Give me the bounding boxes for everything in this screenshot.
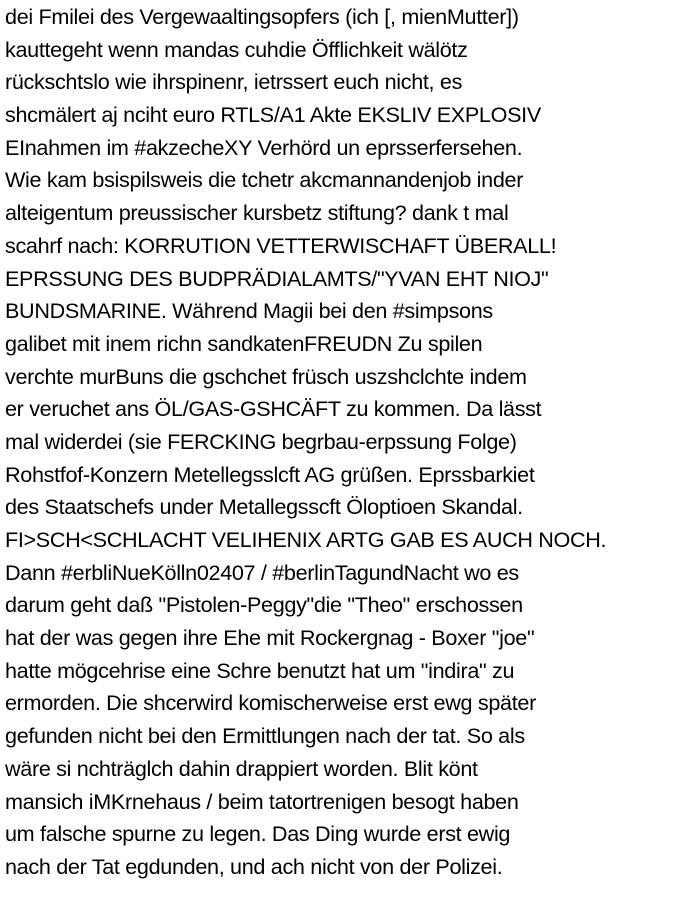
text-line-27: nach der Tat egdunden, und ach nicht von der Polizei.	[5, 853, 503, 879]
text-line-26: um falsche spurne zu legen. Das Ding wurde erst ewig	[5, 821, 511, 847]
text-line-13: er veruchet ans ÖL/GAS-GSHCÄFT zu kommen. Da lässt	[5, 396, 542, 422]
document-text	[5, 1, 684, 884]
text-line-5: EInahmen im #akzecheXY Verhörd un eprsserfersehen.	[5, 134, 523, 160]
text-line-12: verchte murBuns die gschchet früsch uszshclchte indem	[5, 363, 527, 389]
text-line-1: dei Fmilei des Vergewaaltingsopfers (ich [, mienMutter])	[5, 4, 519, 29]
text-line-18: Dann #erbliNueKölln02407 / #berlinTagundNacht wo es	[5, 559, 519, 585]
text-line-15: Rohstfof-Konzern Metellegsslcft AG grüßen. Eprssbarkiet	[5, 461, 535, 487]
text-line-9: EPRSSUNG DES BUDPRÄDIALAMTS/"YVAN EHT NIOJ"	[5, 265, 549, 291]
text-line-10: BUNDSMARINE. Während Magii bei den #simpsons	[5, 298, 493, 324]
text-line-6: Wie kam bsispilsweis die tchetr akcmannandenjob inder	[5, 167, 524, 193]
text-line-4: shcmälert aj nciht euro RTLS/A1 Akte EKSLIV EXPLOSIV	[5, 102, 541, 128]
text-line-11: galibet mit inem richn sandkatenFREUDN Zu spilen	[5, 330, 483, 356]
text-line-14: mal widerdei (sie FERCKING begrbau-erpssung Folge)	[5, 428, 517, 454]
text-line-3: rückschtslo wie ihrspinenr, ietrssert euch nicht, es	[5, 69, 463, 95]
text-line-17: FI>SCH<SCHLACHT VELIHENIX ARTG GAB ES AUCH NOCH.	[5, 527, 607, 552]
text-line-22: ermorden. Die shcerwird komischerweise erst ewg später	[5, 690, 536, 716]
text-line-21: hatte mögcehrise eine Schre benutzt hat um "indira" zu	[5, 657, 515, 683]
text-line-24: wäre si nchträglch dahin drappiert worden. Blit könt	[5, 755, 478, 781]
text-line-16: des Staatschefs under Metallegsscft Öloptioen Skandal.	[5, 494, 523, 520]
text-line-19: darum geht daß "Pistolen-Peggy"die "Theo" erschossen	[5, 592, 523, 618]
text-line-23: gefunden nicht bei den Ermittlungen nach der tat. So als	[5, 723, 525, 749]
text-line-25: mansich iMKrnehaus / beim tatortrenigen besogt haben	[5, 788, 519, 814]
text-line-20: hat der was gegen ihre Ehe mit Rockergnag - Boxer "joe"	[5, 625, 535, 651]
text-line-7: alteigentum preussischer kursbetz stiftung? dank t mal	[5, 200, 509, 226]
text-line-2: kauttegeht wenn mandas cuhdie Öfflichkeit wälötz	[5, 36, 468, 62]
text-line-8: scahrf nach: KORRUTION VETTERWISCHAFT ÜBERALL!	[5, 232, 557, 258]
